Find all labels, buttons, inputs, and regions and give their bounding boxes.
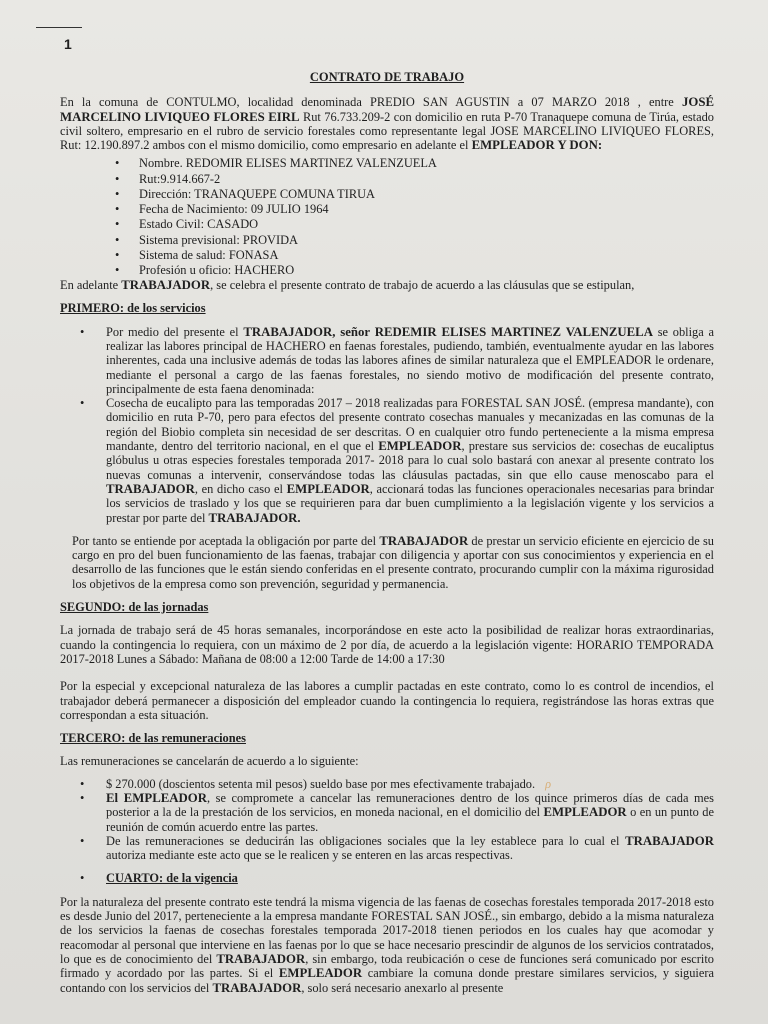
section-primero-heading: PRIMERO: de los servicios [60, 301, 206, 316]
contract-body [60, 66, 714, 995]
section-segundo-heading: SEGUNDO: de las jornadas [60, 600, 209, 615]
tercero-list [60, 777, 714, 863]
primero-item-1 [60, 325, 714, 396]
tercero-item-2-bold-2: EMPLEADOR [543, 805, 627, 820]
cuarto-bold-2: EMPLEADOR [278, 966, 363, 981]
page-number: 1 [64, 36, 72, 52]
primero-item-2-bold-4: TRABAJADOR. [208, 510, 301, 525]
worker-label: TRABAJADOR [121, 278, 211, 293]
tercero-item-3-text-1: De las remuneraciones se deducirán las obligaciones sociales que la ley establece para lo cual el [106, 833, 626, 848]
cuarto-paragraph [60, 895, 714, 995]
intro-text-1: En la comuna de CONTULMO, localidad denominada PREDIO SAN AGUSTIN a 07 MARZO 2018 , entre [60, 95, 682, 110]
worker-details-list [60, 156, 714, 278]
tercero-item-3-bold-1: TRABAJADOR [625, 833, 714, 848]
segundo-paragraph-2: Por la especial y excepcional naturaleza de las labores a cumplir pactadas en este contrato, como lo es control de incendios, el trabajador deberá permanecer a disposición del empleador cuando la contingencia lo requiera, registrándose las horas extras que correspondan a esta situación. [60, 679, 714, 722]
cuarto-text-1: Por la naturaleza del presente contrato este tendrá la misma vigencia de las faenas de cosechas forestales temporada 2017-2018 esto es desde Junio del 2017, perteneciente a la empresa mandante FORESTAL SAN JOSÉ., sin embargo, debido a la misma naturaleza de los servicios la faenas de cosechas forestales temporada 2017-2018 tienen periodos en los cuales hay que acomodar y reacomodar al personal que interviene en las faenas por lo que se hace necesario prescindir de algunos de los servicios contratados, lo que es de conocimiento del [60, 894, 714, 966]
employer-label: EMPLEADOR Y DON: [471, 138, 603, 153]
worker-name-item: • Nombre. REDOMIR ELISES MARTINEZ VALENZUELA [60, 156, 714, 171]
cuarto-bold-3: TRABAJADOR [212, 980, 302, 995]
primero-closing-paragraph [60, 534, 714, 591]
primero-item-2-text-1: Cosecha de eucalipto para las temporadas 2017 – 2018 realizadas para FORESTAL SAN JOSÉ. (empresa mandante), con domicilio en ruta P-70, pero para efectos del presente contrato cosechas manuales y mecanizadas en las comunas de la región del Biobio completa sin necesidad de ser descritas. O en cualquier otro fundo perteneciente a la misma empresa mandante, dentro del territorio nacional, en el que el [106, 396, 714, 454]
intro-paragraph [60, 95, 714, 152]
after-list-text-1: En adelante [60, 278, 122, 293]
worker-civil-status-item: • Estado Civil: CASADO [60, 217, 714, 232]
worker-address-item: • Dirección: TRANAQUEPE COMUNA TIRUA [60, 187, 714, 202]
section-tercero-heading: TERCERO: de las remuneraciones [60, 731, 246, 746]
tercero-item-1 [60, 777, 714, 791]
cuarto-text-2: , sin embargo, toda reubicación o cese de funciones será comunicado por escrito firmado y acordado por las partes. Si el [60, 951, 714, 981]
tercero-item-2 [60, 791, 714, 834]
primero-item-1-text-2: se obliga a realizar las labores principal de HACHERO en faenas forestales, pudiendo, también, eventualmente ayudar en las labores inherentes, cada una inclusive además de todas las labores afines de similar naturaleza que el EMPLEADOR le ordenare, mediante el personal a cargo de las faenas forestales, no siendo motivo de modificación del presente contrato, principalmente de esta faena denominada: [106, 324, 714, 396]
top-rule [36, 27, 82, 28]
tercero-intro: Las remuneraciones se cancelarán de acuerdo a lo siguiente: [60, 754, 359, 769]
primero-item-1-bold-1: TRABAJADOR, señor REDEMIR ELISES MARTINEZ VALENZUELA [243, 324, 653, 339]
cuarto-text-3: cambiare la comuna donde prestare similares servicios, y siguiera contando con los servicios del [60, 966, 714, 995]
section-cuarto-heading: CUARTO: de la vigencia [106, 870, 238, 885]
primero-closing-bold-1: TRABAJADOR [379, 533, 469, 548]
worker-birthdate-item: • Fecha de Nacimiento: 09 JULIO 1964 [60, 202, 714, 217]
handwritten-mark: ρ [545, 776, 552, 791]
worker-health-item: • Sistema de salud: FONASA [60, 248, 714, 263]
cuarto-heading-item [60, 871, 714, 885]
worker-profession-item: • Profesión u oficio: HACHERO [60, 263, 714, 278]
tercero-item-3-text-2: autoriza mediante este acto que se le realicen y se enteren en las arcas respectivas. [106, 848, 513, 863]
intro-text-2: Rut 76.733.209-2 con domicilio en ruta P-70 Tranaquepe comuna de Tirúa, estado civil soltero, empresario en el rubro de servicio forestales como representante legal JOSE MARCELINO LIVIQUEO FLORES, Rut: 12.190.897.2 ambos con el mismo domicilio, como empresario en adelante el [60, 109, 715, 153]
primero-item-2 [60, 396, 714, 525]
tercero-item-1-text: $ 270.000 (doscientos setenta mil pesos) sueldo base por mes efectivamente trabajado. [106, 776, 536, 791]
primero-closing-text-2: de prestar un servicio eficiente en ejercicio de su cargo en pro del buen funcionamiento de las faenas, trabajar con diligencia y aportar con sus conocimientos y experiencia en el desarrollo de las funciones que le están siendo conferidas en el presente contrato, procurando cumplir con la máxima rigurosidad los objetivos de la empresa como son prevención, seguridad y permanencia. [72, 533, 714, 591]
primero-item-1-text-1: Por medio del presente el [106, 324, 244, 339]
document-title: CONTRATO DE TRABAJO [309, 70, 465, 84]
tercero-item-2-text-1: , se compromete a cancelar las remuneraciones dentro de los quince primeros días de cada mes posterior a la de la prestación de los servicios, en moneda nacional, en el domicilio del [106, 791, 714, 820]
primero-item-2-text-2: , prestare sus servicios de: cosechas de eucaliptus glóbulus u otras especies forestales temporada 2017- 2018 para lo cual solo bastará con anexar al presente contrato los nuevas comunas a intervenir, conservándose todas las cláusulas pactadas, sin que ello cause menoscabo para el [106, 439, 714, 482]
cuarto-bold-1: TRABAJADOR [216, 951, 306, 966]
primero-item-2-bold-1: EMPLEADOR [378, 439, 462, 454]
after-list-paragraph [60, 278, 714, 292]
cuarto-text-4: , solo será necesario anexarlo al presente [301, 980, 504, 995]
primero-item-2-bold-3: EMPLEADOR [286, 481, 370, 496]
tercero-item-2-bold-1: El EMPLEADOR [106, 791, 207, 806]
employer-name: JOSÉ MARCELINO LIVIQUEO FLORES EIRL [60, 95, 714, 124]
primero-item-2-text-3: , en dicho caso el [194, 481, 287, 496]
primero-closing-text-1: Por tanto se entiende por aceptada la obligación por parte del [72, 533, 380, 548]
primero-item-2-text-4: , accionará todas las funciones operacionales necesarias para brindar los servicios de traslado y los que se requirieren para dar buen cumplimiento a la legislación vigente y los servicios a prestar por parte del [106, 481, 714, 525]
segundo-paragraph-1: La jornada de trabajo será de 45 horas semanales, incorporándose en este acto la posibilidad de realizar horas extraordinarias, cuando la contingencia lo requiera, con un máximo de 2 por día, de acuerdo a la legislación vigente: HORARIO TEMPORADA 2017-2018 Lunes a Sábado: Mañana de 08:00 a 12:00 Tarde de 14:00 a 17:30 [60, 623, 714, 666]
primero-item-2-bold-2: TRABAJADOR [106, 481, 195, 496]
after-list-text-2: , se celebra el presente contrato de trabajo de acuerdo a las cláusulas que se estipulan, [210, 278, 635, 293]
cuarto-heading-list [60, 871, 714, 885]
tercero-item-3 [60, 834, 714, 863]
worker-pension-item: • Sistema previsional: PROVIDA [60, 233, 714, 248]
primero-list [60, 325, 714, 525]
worker-rut-item: • Rut:9.914.667-2 [60, 172, 714, 187]
tercero-item-2-text-2: o en un punto de reunión de común acuerdo entre las partes. [106, 805, 714, 834]
